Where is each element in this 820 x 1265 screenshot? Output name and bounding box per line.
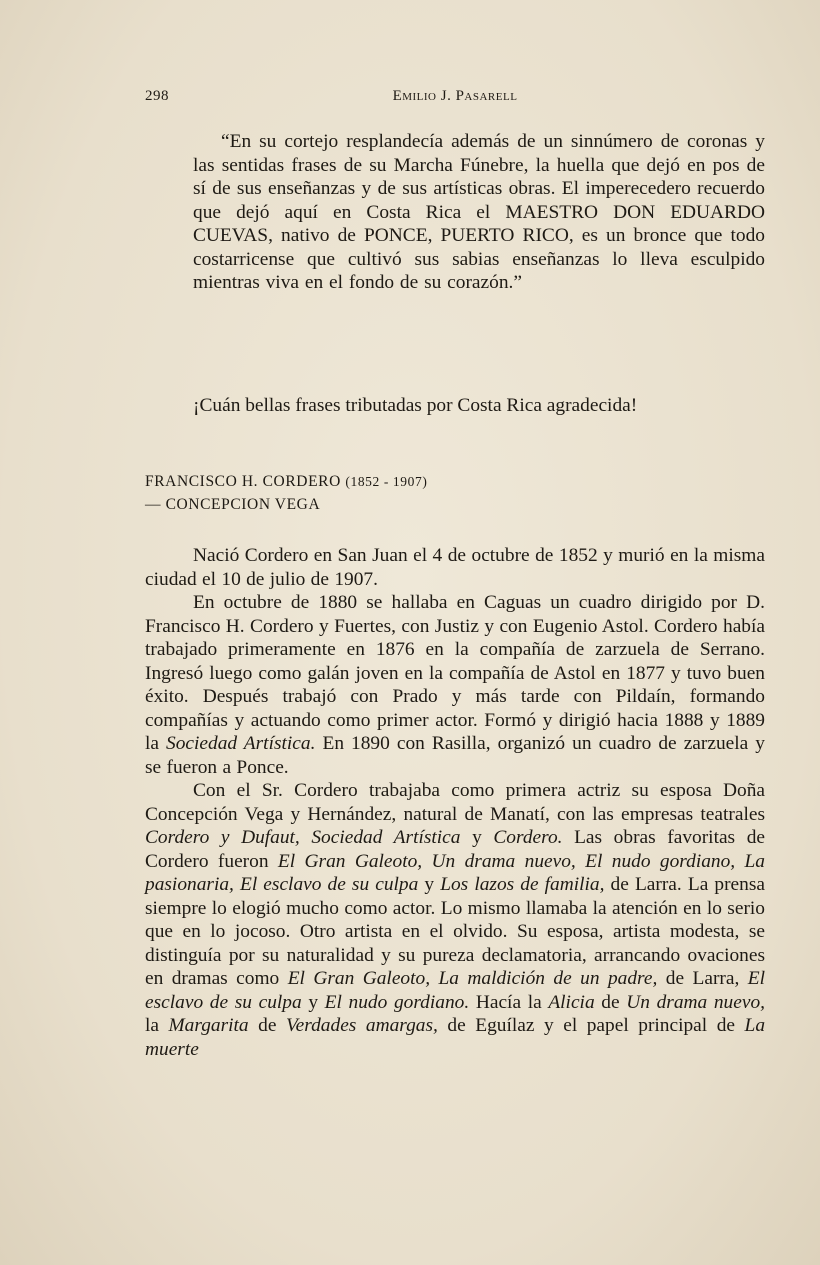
paragraph-3-text: de Eguílaz y el papel principal de — [437, 1015, 745, 1036]
paragraph-3-text: Con el Sr. Cordero trabajaba como primera actriz su esposa Doña Concepción Vega y Hernández, natural de Manatí, con las empresas teatrales — [145, 780, 765, 825]
section-heading — [145, 470, 765, 516]
paragraph-3-italic: El nudo gordiano. — [324, 991, 470, 1013]
paragraph-2-text: En 1890 con Rasilla, organizó un cuadro de zarzuela y se fueron a Ponce. — [145, 733, 766, 778]
paragraph-3-italic: Cordero. — [493, 827, 563, 848]
paragraph-3-text: de — [594, 991, 627, 1013]
paragraph-3-italic: La muerte — [145, 1015, 766, 1060]
paragraph-3-italic: Un drama nuevo, — [626, 991, 765, 1013]
heading-name: FRANCISCO H. CORDERO — [145, 473, 341, 490]
heading-dates: (1852 - 1907) — [345, 474, 428, 489]
paragraph-3-italic: El Gran Galeoto, La maldición de un padre, — [287, 968, 658, 989]
paragraph-3-text: y — [460, 827, 494, 848]
paragraph-3-text: Las obras favoritas de Cordero fueron — [145, 827, 765, 872]
paragraph-3-italic: Margarita — [168, 1015, 249, 1036]
paragraph-3-text: y — [301, 991, 325, 1013]
paragraph-3-text: de Larra, — [657, 968, 748, 989]
page-number: 298 — [145, 88, 169, 104]
paragraph-3 — [145, 779, 765, 1061]
paragraph-3-text: y — [418, 874, 441, 895]
paragraph-3-text: la — [145, 1015, 169, 1036]
paragraph-3-italic: El Gran Galeoto, Un drama nuevo, El nudo gordiano, La pasionaria, El esclavo de su culpa — [145, 850, 765, 895]
paragraph-3-italic: Alicia — [548, 991, 595, 1013]
paragraph-2-italic: Sociedad Artística. — [166, 733, 316, 754]
paragraph-3-italic: Los lazos de familia, — [440, 874, 605, 895]
paragraph-3-text: de — [248, 1015, 286, 1036]
heading-line-1 — [145, 470, 765, 493]
paragraph-1: Nació Cordero en San Juan el 4 de octubre de 1852 y murió en la misma ciudad el 10 de julio de 1907. — [145, 545, 765, 590]
paragraph-3-italic: Verdades amargas, — [285, 1015, 438, 1036]
exclamation — [145, 394, 765, 418]
paragraph-2 — [145, 591, 765, 779]
body-text — [145, 544, 765, 1061]
paragraph-3-text: Hacía la — [469, 991, 549, 1013]
paragraph-2-text: En octubre de 1880 se hallaba en Caguas un cuadro dirigido por D. Francisco H. Cordero y Fuertes, con Justiz y con Eugenio Astol. Cordero había trabajado primeramente en 1876 en la compañía de zarzuela de Serrano. Ingresó luego como galán joven en la compañía de Astol en 1877 y tuvo buen éxito. Después trabajó con Prado y más tarde con Pildaín, formando compañías y actuando como primer actor. Formó y dirigió hacia 1888 y 1889 la — [145, 592, 765, 754]
heading-subtitle: — CONCEPCION VEGA — [145, 496, 321, 513]
quote-paragraph: “En su cortejo resplandecía además de un sinnúmero de coronas y las sentidas frases de su Marcha Fúnebre, la huella que dejó en pos de sí de sus enseñanzas y de sus artísticas obras. El imperecedero recuerdo que dejó aquí en Costa Rica el MAESTRO DON EDUARDO CUEVAS, nativo de PONCE, PUERTO RICO, es un bronce que todo costarricense que cultivó sus sabias enseñanzas lo lleva esculpido mientras viva en el fondo de su corazón.” — [193, 131, 765, 293]
block-quote — [193, 130, 765, 295]
paragraph-3-italic: El esclavo de su culpa — [145, 968, 765, 1013]
exclamation-paragraph: ¡Cuán bellas frases tributadas por Costa Rica agradecida! — [193, 395, 638, 416]
paragraph-3-italic: Cordero y Dufaut, Sociedad Artística — [145, 827, 461, 848]
running-title: Emilio J. Pasarell — [392, 88, 518, 104]
page-header — [145, 88, 765, 112]
paragraph-3-text: de Larra. La prensa siempre lo elogió mucho como actor. Lo mismo llamaba la atención en lo serio que en lo jocoso. Otro artista en el olvido. Su esposa, artista modesta, se distinguía por su naturalidad y su pureza declamatoria, arrancando ovaciones en dramas como — [145, 874, 765, 989]
